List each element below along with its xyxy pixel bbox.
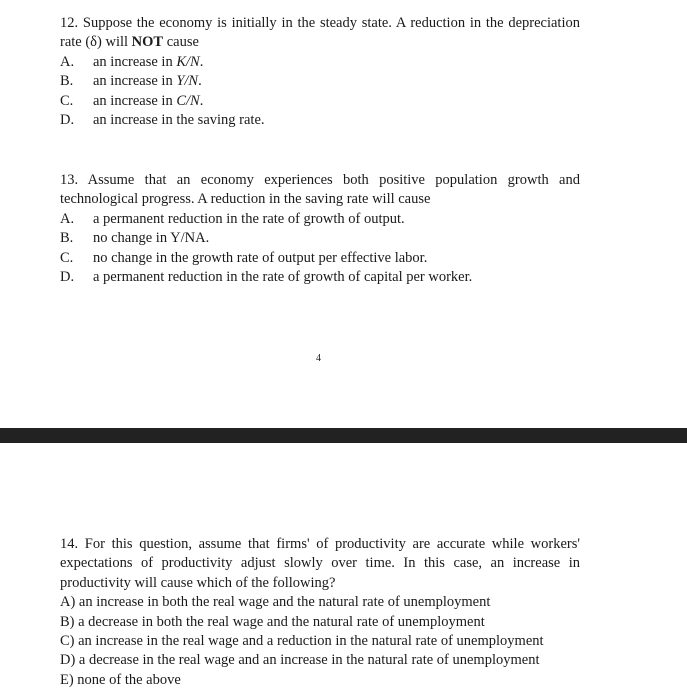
question-12 <box>60 14 580 130</box>
question-14-option-b: B) a decrease in both the real wage and the natural rate of unemployment <box>60 613 485 630</box>
question-14-stem: 14. For this question, assume that firms' of productivity are accurate while workers' expectations of productivity adjust slowly over time. In this case, an increase in productivity will cause which of the following? <box>60 536 580 591</box>
question-13-stem: 13. Assume that an economy experiences both positive population growth and technological progress. A reduction in the saving rate will cause <box>60 172 580 208</box>
option-text: an increase in C/N. <box>93 92 204 109</box>
question-12-option-b <box>60 72 580 91</box>
question-14-option-d: D) a decrease in the real wage and an increase in the natural rate of unemployment <box>60 652 540 669</box>
question-12-option-c <box>60 92 580 111</box>
option-letter: A. <box>60 53 75 70</box>
page-number: 4 <box>316 353 321 364</box>
option-letter: C. <box>60 249 74 266</box>
question-13-option-d <box>60 268 580 287</box>
option-text: no change in the growth rate of output per effective labor. <box>93 249 428 266</box>
variable-ratio: K/N <box>176 53 200 70</box>
question-13-option-c <box>60 249 580 268</box>
question-12-stem <box>60 14 580 53</box>
option-text: a permanent reduction in the rate of growth of capital per worker. <box>93 269 473 286</box>
question-14-option-c: C) an increase in the real wage and a reduction in the natural rate of unemployment <box>60 633 544 650</box>
option-text: an increase in the saving rate. <box>93 112 265 129</box>
question-14-option-e: E) none of the above <box>60 671 181 688</box>
option-text: a permanent reduction in the rate of growth of output. <box>93 210 405 227</box>
question-14 <box>60 535 580 690</box>
option-letter: D. <box>60 269 75 286</box>
option-text: an increase in Y/N. <box>93 73 202 90</box>
question-13-option-b <box>60 229 580 248</box>
question-12-stem-end: cause <box>163 34 199 51</box>
question-12-option-d <box>60 111 580 130</box>
variable-ratio: Y/N <box>176 73 199 90</box>
option-letter: C. <box>60 92 74 109</box>
option-letter: D. <box>60 112 75 129</box>
question-12-stem-text: 12. Suppose the economy is initially in the steady state. A reduction in the depreciation rate (δ) will <box>60 15 580 51</box>
option-text: no change in Y/NA. <box>93 230 210 247</box>
question-13 <box>60 171 580 287</box>
question-12-option-a <box>60 53 580 72</box>
page-separator <box>0 428 687 443</box>
variable-ratio: C/N <box>176 92 200 109</box>
option-text: an increase in K/N. <box>93 53 204 70</box>
question-14-option-a: A) an increase in both the real wage and the natural rate of unemployment <box>60 594 491 611</box>
option-letter: B. <box>60 73 74 90</box>
question-13-option-a <box>60 210 580 229</box>
option-letter: A. <box>60 210 75 227</box>
option-letter: B. <box>60 230 74 247</box>
question-12-stem-emphasis: NOT <box>131 34 164 51</box>
